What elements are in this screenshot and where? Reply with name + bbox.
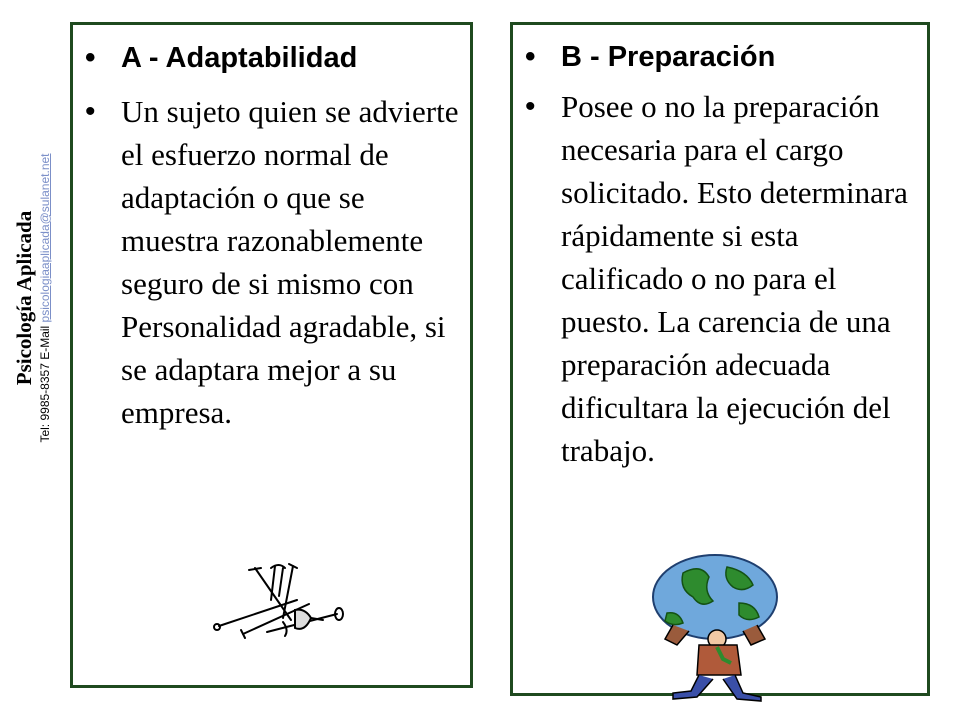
side-title: Psicología Aplicada (12, 210, 36, 386)
heading-preparacion: • B - Preparación (561, 39, 921, 75)
body-adaptabilidad: • Un sujeto quien se advierte el esfuerzo normal de adaptación o que se muestra razonablemente seguro de si mismo con Personalidad agradable, si se adaptara mejor a su empresa. (121, 90, 466, 434)
bullet-list-a (121, 40, 466, 434)
panel-preparacion (510, 22, 930, 696)
email-link[interactable]: psicologiaaplicada@sulanet.net (38, 153, 52, 323)
tools-nails-icon (213, 560, 353, 640)
panel-adaptabilidad (70, 22, 473, 688)
side-contact (36, 68, 54, 528)
contact-text: Tel: 9985-8357 E-Mail (38, 322, 52, 443)
body-preparacion: • Posee o no la preparación necesaria para el cargo solicitado. Esto determinara rápidamente si esta calificado o no para el puesto. La carencia de una preparación adecuada dificultara la ejecución del trabajo. (561, 85, 921, 472)
heading-adaptabilidad: • A - Adaptabilidad (121, 40, 466, 76)
bullet-list-b (561, 39, 921, 472)
man-holding-globe-icon (643, 553, 793, 703)
side-caption (12, 68, 68, 528)
